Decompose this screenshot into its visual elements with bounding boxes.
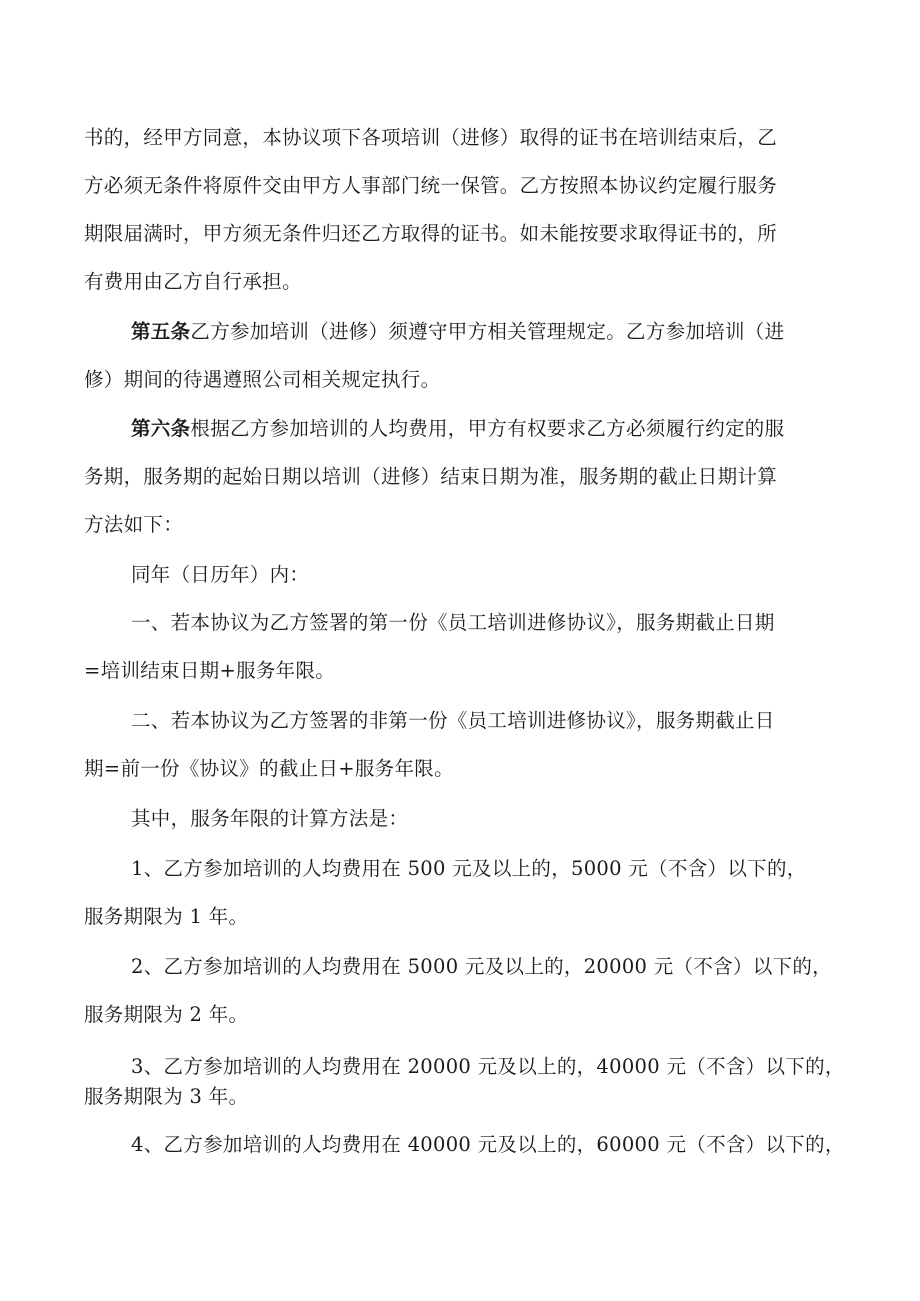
item-one-line-2: =培训结束日期+服务年限。 (84, 659, 336, 682)
tier-4-line-1: 4、乙方参加培训的人均费用在 40000 元及以上的，60000 元（不含）以下的， (131, 1133, 845, 1156)
method-intro-line: 其中，服务年限的计算方法是： (131, 807, 409, 830)
tier-3-line-1: 3、乙方参加培训的人均费用在 20000 元及以上的，40000 元（不含）以下的， (131, 1055, 845, 1078)
article-6-line-3: 方法如下： (84, 513, 184, 536)
item-two-line-1: 二、若本协议为乙方签署的非第一份《员工培训进修协议》，服务期截止日 (131, 709, 775, 732)
article-5-text: 乙方参加培训（进修）须遵守甲方相关管理规定。乙方参加培训（进 (190, 320, 785, 343)
same-year-line: 同年（日历年）内： (131, 563, 310, 586)
paragraph-line: 有费用由乙方自行承担。 (84, 270, 302, 293)
article-5-line-2: 修）期间的待遇遵照公司相关规定执行。 (84, 368, 441, 391)
tier-2-line-2: 服务期限为 2 年。 (84, 1003, 249, 1026)
article-6-text: 根据乙方参加培训的人均费用，甲方有权要求乙方必须履行约定的服 (190, 417, 785, 440)
tier-1-line-1: 1、乙方参加培训的人均费用在 500 元及以上的，5000 元（不含）以下的， (131, 857, 807, 880)
article-6-heading: 第六条 (131, 417, 191, 440)
article-5-heading: 第五条 (131, 320, 191, 343)
paragraph-line: 书的，经甲方同意，本协议项下各项培训（进修）取得的证书在培训结束后，乙 (84, 126, 778, 149)
paragraph-line: 方必须无条件将原件交由甲方人事部门统一保管。乙方按照本协议约定履行服务 (84, 174, 778, 197)
article-5-line-1 (131, 318, 844, 346)
tier-2-line-1: 2、乙方参加培训的人均费用在 5000 元及以上的，20000 元（不含）以下的， (131, 955, 832, 978)
paragraph-line: 期限届满时，甲方须无条件归还乙方取得的证书。如未能按要求取得证书的，所 (84, 222, 778, 245)
item-one-line-1: 一、若本协议为乙方签署的第一份《员工培训进修协议》，服务期截止日期 (131, 611, 775, 634)
tier-1-line-2: 服务期限为 1 年。 (84, 905, 249, 928)
article-6-line-1 (131, 415, 844, 443)
item-two-line-2: 期=前一份《协议》的截止日+服务年限。 (84, 757, 454, 780)
tier-3-line-2: 服务期限为 3 年。 (84, 1085, 249, 1108)
article-6-line-2: 务期，服务期的起始日期以培训（进修）结束日期为准，服务期的截止日期计算 (84, 465, 778, 488)
